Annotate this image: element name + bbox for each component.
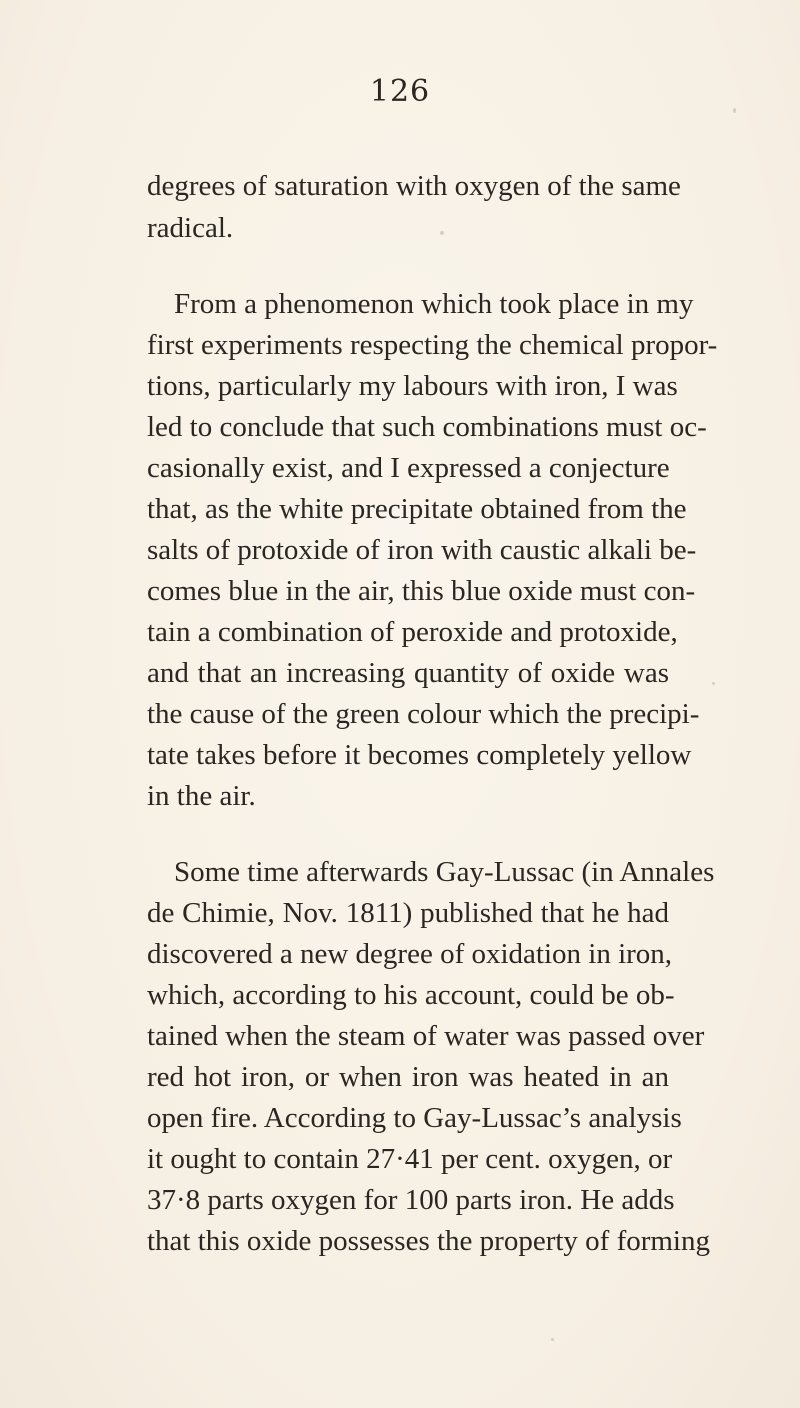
text-line: tain a combination of peroxide and protoxide, bbox=[147, 616, 678, 648]
paper-speck bbox=[440, 231, 444, 235]
text-line: de Chimie, Nov. 1811) published that he had bbox=[147, 897, 669, 929]
text-line: red hot iron, or when iron was heated in an bbox=[147, 1061, 669, 1093]
text-line: Some time afterwards Gay-Lussac (in Annales bbox=[174, 856, 715, 888]
text-line: the cause of the green colour which the precipi- bbox=[147, 698, 700, 730]
text-line: casionally exist, and I expressed a conjecture bbox=[147, 452, 670, 484]
page-number: 126 bbox=[369, 74, 431, 109]
text-line: in the air. bbox=[147, 780, 256, 812]
text-line: radical. bbox=[147, 212, 234, 244]
text-line: tions, particularly my labours with iron, I was bbox=[147, 370, 678, 402]
text-line: which, according to his account, could be ob- bbox=[147, 979, 675, 1011]
text-line: discovered a new degree of oxidation in iron, bbox=[147, 938, 673, 970]
text-line: open fire. According to Gay-Lussac’s analysis bbox=[147, 1102, 682, 1134]
text-line: led to conclude that such combinations must oc- bbox=[147, 411, 707, 443]
text-line: tate takes before it becomes completely yellow bbox=[147, 739, 692, 771]
text-line: tained when the steam of water was passed over bbox=[147, 1020, 705, 1052]
text-line: that, as the white precipitate obtained from the bbox=[147, 493, 687, 525]
paper-speck bbox=[551, 1338, 554, 1341]
text-line: degrees of saturation with oxygen of the same bbox=[147, 170, 681, 202]
paper-speck bbox=[733, 108, 736, 113]
paper-speck bbox=[712, 682, 715, 685]
text-line: and that an increasing quantity of oxide was bbox=[147, 657, 669, 689]
text-line: From a phenomenon which took place in my bbox=[174, 288, 694, 320]
text-line: salts of protoxide of iron with caustic alkali be- bbox=[147, 534, 697, 566]
text-line: 37·8 parts oxygen for 100 parts iron. He adds bbox=[147, 1184, 675, 1216]
text-line: first experiments respecting the chemical propor- bbox=[147, 329, 718, 361]
text-line: that this oxide possesses the property of forming bbox=[147, 1225, 710, 1257]
text-line: comes blue in the air, this blue oxide must con- bbox=[147, 575, 696, 607]
text-line: it ought to contain 27·41 per cent. oxygen, or bbox=[147, 1143, 673, 1175]
